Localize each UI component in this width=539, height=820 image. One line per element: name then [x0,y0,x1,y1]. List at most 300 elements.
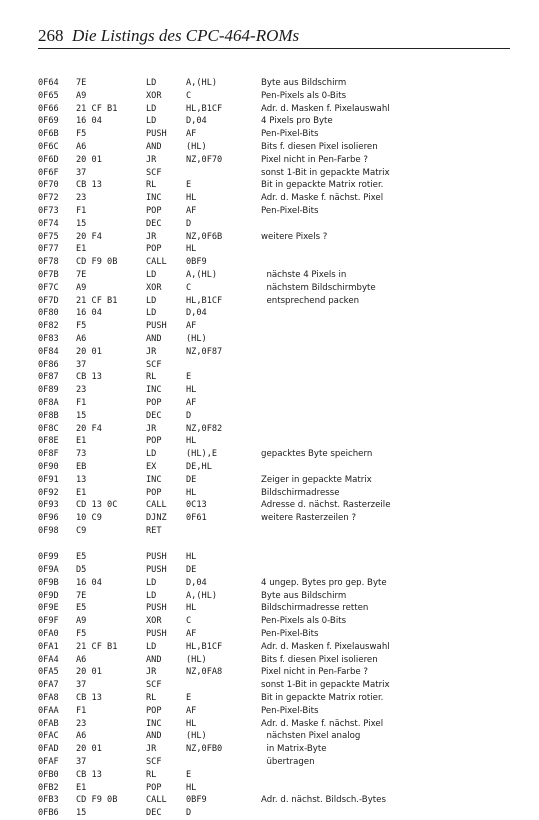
hex-bytes-cell: 21 CF B1 [76,295,118,306]
hex-bytes-cell: 13 [76,474,87,485]
address-cell: 0FA0 [38,628,59,639]
operand-cell: C [186,616,192,627]
mnemonic-cell: INC [146,474,162,485]
listing-row [38,77,508,90]
mnemonic-cell: RET [146,525,162,536]
listing-row [38,320,508,333]
hex-bytes-cell: 21 CF B1 [76,103,118,114]
operand-cell: D [186,218,192,229]
listing-row [38,692,508,705]
mnemonic-cell: AND [146,731,162,742]
address-cell: 0F91 [38,474,59,485]
mnemonic-cell: PUSH [146,552,167,563]
address-cell: 0F6F [38,167,59,178]
comment-cell: 4 Pixels pro Byte [261,116,333,127]
operand-cell: D,04 [186,577,207,588]
hex-bytes-cell: 15 [76,410,87,421]
operand-cell: A,(HL) [186,78,218,88]
listing-row [38,231,508,244]
mnemonic-cell: POP [146,205,162,216]
hex-bytes-cell: E5 [76,552,87,563]
listing-row [38,615,508,628]
mnemonic-cell: DJNZ [146,513,167,524]
hex-bytes-cell: 21 CF B1 [76,641,118,652]
hex-bytes-cell: C9 [76,525,87,536]
comment-cell: übertragen [261,756,315,767]
comment-cell: Pen-Pixels als 0-Bits [261,616,347,627]
listing-row [38,397,508,410]
mnemonic-cell: JR [146,744,157,755]
hex-bytes-cell: 20 01 [76,744,102,755]
comment-cell: entsprechend packen [261,295,360,306]
listing-row [38,359,508,372]
operand-cell: HL [186,385,197,396]
operand-cell: E [186,372,192,383]
comment-cell: weitere Pixels ? [261,231,328,242]
operand-cell: HL [186,193,197,204]
listing-row [38,103,508,116]
hex-bytes-cell: CD 13 0C [76,500,118,511]
operand-cell: NZ,0F6B [186,231,223,242]
listing-row [38,666,508,679]
listing-row [38,154,508,167]
address-cell: 0F7B [38,269,59,280]
comment-cell: Pixel nicht in Pen-Farbe ? [261,154,368,165]
operand-cell: AF [186,321,197,332]
hex-bytes-cell: E5 [76,603,87,614]
address-cell: 0F78 [38,257,59,268]
hex-bytes-cell: EB [76,461,87,472]
mnemonic-cell: LD [146,103,157,114]
operand-cell: 0F61 [186,513,207,524]
comment-cell: Pen-Pixel-Bits [261,205,319,216]
hex-bytes-cell: F1 [76,205,87,216]
listing-row [38,167,508,180]
listing-row [38,435,508,448]
listing-row [38,654,508,667]
listing-row [38,307,508,320]
listing-row [38,115,508,128]
mnemonic-cell: PUSH [146,129,167,140]
hex-bytes-cell: D5 [76,564,87,575]
hex-bytes-cell: A6 [76,333,87,344]
mnemonic-cell: CALL [146,795,167,806]
comment-cell: Byte aus Bildschirm [261,78,347,88]
comment-cell: Adr. d. nächst. Bildsch.-Bytes [261,795,386,806]
mnemonic-cell: LD [146,449,157,460]
hex-bytes-cell: CB 13 [76,180,102,191]
listing-row [38,333,508,346]
hex-bytes-cell: 23 [76,385,87,396]
listing-row [38,346,508,359]
mnemonic-cell: DEC [146,808,162,819]
comment-cell: Byte aus Bildschirm [261,590,347,601]
hex-bytes-cell: 7E [76,590,87,601]
mnemonic-cell: POP [146,782,162,793]
hex-bytes-cell: A6 [76,731,87,742]
operand-cell: (HL) [186,731,207,742]
listing-row [38,679,508,692]
comment-cell: 4 ungep. Bytes pro gep. Byte [261,577,387,588]
listing-row [38,512,508,525]
mnemonic-cell: JR [146,346,157,357]
code-listing [38,77,508,820]
listing-row [38,90,508,103]
mnemonic-cell: LD [146,295,157,306]
listing-row [38,730,508,743]
listing-row [38,705,508,718]
operand-cell: E [186,692,192,703]
address-cell: 0FAF [38,756,59,767]
hex-bytes-cell: 23 [76,193,87,204]
address-cell: 0FB3 [38,795,59,806]
listing-row [38,461,508,474]
hex-bytes-cell: A6 [76,141,87,152]
hex-bytes-cell: 23 [76,718,87,729]
mnemonic-cell: SCF [146,359,162,370]
address-cell: 0F99 [38,552,59,563]
address-cell: 0F66 [38,103,59,114]
operand-cell: E [186,180,192,191]
mnemonic-cell: PUSH [146,628,167,639]
operand-cell: DE [186,474,197,485]
address-cell: 0F98 [38,525,59,536]
address-cell: 0F84 [38,346,59,357]
mnemonic-cell: LD [146,308,157,319]
operand-cell: HL [186,603,197,614]
mnemonic-cell: CALL [146,500,167,511]
mnemonic-cell: POP [146,705,162,716]
mnemonic-cell: LD [146,641,157,652]
address-cell: 0F8A [38,397,59,408]
listing-row [38,448,508,461]
operand-cell: HL [186,718,197,729]
operand-cell: HL [186,487,197,498]
listing-row [38,590,508,603]
address-cell: 0F70 [38,180,59,191]
operand-cell: HL [186,244,197,255]
hex-bytes-cell: 16 04 [76,308,102,319]
address-cell: 0F7D [38,295,59,306]
address-cell: 0FB0 [38,769,59,780]
hex-bytes-cell: 20 01 [76,346,102,357]
listing-row [38,564,508,577]
address-cell: 0F6C [38,141,59,152]
mnemonic-cell: LD [146,590,157,601]
listing-row [38,141,508,154]
comment-cell: Pen-Pixel-Bits [261,129,319,140]
listing-row [38,807,508,820]
operand-cell: A,(HL) [186,590,218,601]
comment-cell: Zeiger in gepackte Matrix [261,474,372,485]
hex-bytes-cell: A9 [76,90,87,101]
mnemonic-cell: CALL [146,257,167,268]
address-cell: 0FAB [38,718,59,729]
comment-cell: weitere Rasterzeilen ? [261,513,357,524]
listing-row [38,128,508,141]
operand-cell: NZ,0F87 [186,346,223,357]
mnemonic-cell: LD [146,78,157,88]
operand-cell: (HL) [186,333,207,344]
listing-row [38,769,508,782]
comment-cell: in Matrix-Byte [261,744,327,755]
listing-row [38,718,508,731]
hex-bytes-cell: 7E [76,269,87,280]
hex-bytes-cell: CD F9 0B [76,257,118,268]
comment-cell: Adr. d. Masken f. Pixelauswahl [261,103,390,114]
hex-bytes-cell: F5 [76,628,87,639]
hex-bytes-cell: 37 [76,167,87,178]
listing-row [38,551,508,564]
operand-cell: DE,HL [186,461,212,472]
mnemonic-cell: AND [146,654,162,665]
comment-cell: Adr. d. Maske f. nächst. Pixel [261,193,384,204]
listing-row [38,474,508,487]
mnemonic-cell: INC [146,193,162,204]
mnemonic-cell: RL [146,372,157,383]
operand-cell: D,04 [186,116,207,127]
operand-cell: HL [186,436,197,447]
address-cell: 0F8E [38,436,59,447]
address-cell: 0FB2 [38,782,59,793]
mnemonic-cell: JR [146,231,157,242]
operand-cell: HL,B1CF [186,103,223,114]
mnemonic-cell: DEC [146,410,162,421]
hex-bytes-cell: 20 F4 [76,231,102,242]
operand-cell: 0C13 [186,500,207,511]
address-cell: 0F8C [38,423,59,434]
mnemonic-cell: AND [146,333,162,344]
operand-cell: AF [186,397,197,408]
mnemonic-cell: LD [146,116,157,127]
listing-row [38,371,508,384]
mnemonic-cell: RL [146,692,157,703]
mnemonic-cell: JR [146,423,157,434]
comment-cell: Adresse d. nächst. Rasterzeile [261,500,391,511]
mnemonic-cell: XOR [146,616,162,627]
address-cell: 0F7C [38,282,59,293]
hex-bytes-cell: F1 [76,705,87,716]
comment-cell: nächste 4 Pixels in [261,269,347,280]
listing-row [38,794,508,807]
hex-bytes-cell: CB 13 [76,769,102,780]
comment-cell: Bits f. diesen Pixel isolieren [261,141,378,152]
page-header [38,22,510,49]
comment-cell: sonst 1-Bit in gepackte Matrix [261,680,390,691]
address-cell: 0F96 [38,513,59,524]
address-cell: 0F65 [38,90,59,101]
listing-row [38,410,508,423]
hex-bytes-cell: F5 [76,321,87,332]
mnemonic-cell: PUSH [146,321,167,332]
address-cell: 0F74 [38,218,59,229]
address-cell: 0F6B [38,129,59,140]
listing-row [38,205,508,218]
hex-bytes-cell: CB 13 [76,372,102,383]
hex-bytes-cell: 16 04 [76,577,102,588]
listing-row [38,782,508,795]
hex-bytes-cell: CD F9 0B [76,795,118,806]
mnemonic-cell: JR [146,667,157,678]
address-cell: 0F83 [38,333,59,344]
address-cell: 0FAC [38,731,59,742]
operand-cell: (HL) [186,141,207,152]
operand-cell: (HL),E [186,449,218,460]
listing-row [38,179,508,192]
operand-cell: 0BF9 [186,795,207,806]
hex-bytes-cell: 37 [76,359,87,370]
hex-bytes-cell: 16 04 [76,116,102,127]
hex-bytes-cell: 15 [76,808,87,819]
address-cell: 0F9E [38,603,59,614]
operand-cell: AF [186,628,197,639]
hex-bytes-cell: A6 [76,654,87,665]
operand-cell: HL,B1CF [186,641,223,652]
mnemonic-cell: POP [146,397,162,408]
operand-cell: AF [186,705,197,716]
listing-row [38,218,508,231]
mnemonic-cell: LD [146,269,157,280]
mnemonic-cell: XOR [146,90,162,101]
operand-cell: HL,B1CF [186,295,223,306]
comment-cell: Pen-Pixel-Bits [261,705,319,716]
address-cell: 0F86 [38,359,59,370]
address-cell: 0F8B [38,410,59,421]
operand-cell: D [186,410,192,421]
operand-cell: NZ,0F82 [186,423,223,434]
comment-cell: Bits f. diesen Pixel isolieren [261,654,378,665]
address-cell: 0F75 [38,231,59,242]
mnemonic-cell: POP [146,487,162,498]
operand-cell: D [186,808,192,819]
listing-row [38,525,508,538]
comment-cell: gepacktes Byte speichern [261,449,373,460]
hex-bytes-cell: E1 [76,244,87,255]
mnemonic-cell: POP [146,436,162,447]
address-cell: 0F82 [38,321,59,332]
operand-cell: 0BF9 [186,257,207,268]
operand-cell: NZ,0FB0 [186,744,223,755]
comment-cell: Bildschirmadresse [261,487,340,498]
address-cell: 0F72 [38,193,59,204]
mnemonic-cell: AND [146,141,162,152]
address-cell: 0F69 [38,116,59,127]
address-cell: 0F8F [38,449,59,460]
address-cell: 0FA5 [38,667,59,678]
operand-cell: HL [186,552,197,563]
hex-bytes-cell: 20 F4 [76,423,102,434]
address-cell: 0FAA [38,705,59,716]
hex-bytes-cell: A9 [76,282,87,293]
hex-bytes-cell: 20 01 [76,667,102,678]
address-cell: 0F80 [38,308,59,319]
operand-cell: E [186,769,192,780]
listing-row [38,602,508,615]
operand-cell: HL [186,782,197,793]
address-cell: 0F9B [38,577,59,588]
mnemonic-cell: RL [146,180,157,191]
address-cell: 0FA8 [38,692,59,703]
hex-bytes-cell: 20 01 [76,154,102,165]
operand-cell: DE [186,564,197,575]
hex-bytes-cell: F5 [76,129,87,140]
address-cell: 0F6D [38,154,59,165]
operand-cell: A,(HL) [186,269,218,280]
listing-row [38,384,508,397]
hex-bytes-cell: 15 [76,218,87,229]
mnemonic-cell: JR [146,154,157,165]
address-cell: 0F64 [38,78,59,88]
operand-cell: C [186,90,192,101]
mnemonic-cell: PUSH [146,564,167,575]
hex-bytes-cell: A9 [76,616,87,627]
mnemonic-cell: PUSH [146,603,167,614]
address-cell: 0F87 [38,372,59,383]
listing-row [38,577,508,590]
mnemonic-cell: EX [146,461,157,472]
operand-cell: NZ,0FA8 [186,667,223,678]
listing-row [38,243,508,256]
comment-cell: Bit in gepackte Matrix rotier. [261,180,384,191]
address-cell: 0FA1 [38,641,59,652]
hex-bytes-cell: E1 [76,436,87,447]
hex-bytes-cell: 73 [76,449,87,460]
address-cell: 0FA7 [38,680,59,691]
address-cell: 0FB6 [38,808,59,819]
hex-bytes-cell: 37 [76,680,87,691]
mnemonic-cell: DEC [146,218,162,229]
address-cell: 0F9A [38,564,59,575]
address-cell: 0F90 [38,461,59,472]
comment-cell: nächstem Bildschirmbyte [261,282,376,293]
comment-cell: Adr. d. Maske f. nächst. Pixel [261,718,384,729]
mnemonic-cell: RL [146,769,157,780]
operand-cell: NZ,0F70 [186,154,223,165]
address-cell: 0FA4 [38,654,59,665]
address-cell: 0FAD [38,744,59,755]
operand-cell: C [186,282,192,293]
hex-bytes-cell: F1 [76,397,87,408]
listing-row [38,269,508,282]
mnemonic-cell: LD [146,577,157,588]
mnemonic-cell: POP [146,244,162,255]
hex-bytes-cell: CB 13 [76,692,102,703]
listing-row [38,487,508,500]
mnemonic-cell: XOR [146,282,162,293]
hex-bytes-cell: E1 [76,782,87,793]
listing-row [38,628,508,641]
mnemonic-cell: INC [146,718,162,729]
listing-row [38,295,508,308]
hex-bytes-cell: 10 C9 [76,513,102,524]
listing-row [38,499,508,512]
listing-row [38,641,508,654]
address-cell: 0F92 [38,487,59,498]
hex-bytes-cell: 37 [76,756,87,767]
comment-cell: Bildschirmadresse retten [261,603,369,614]
listing-row [38,192,508,205]
hex-bytes-cell: 7E [76,78,87,88]
hex-bytes-cell: E1 [76,487,87,498]
operand-cell: AF [186,129,197,140]
address-cell: 0F9F [38,616,59,627]
comment-cell: Adr. d. Masken f. Pixelauswahl [261,641,390,652]
address-cell: 0F77 [38,244,59,255]
mnemonic-cell: SCF [146,167,162,178]
comment-cell: Pen-Pixel-Bits [261,628,319,639]
comment-cell: Pixel nicht in Pen-Farbe ? [261,667,368,678]
page-number: 268 [38,26,64,45]
